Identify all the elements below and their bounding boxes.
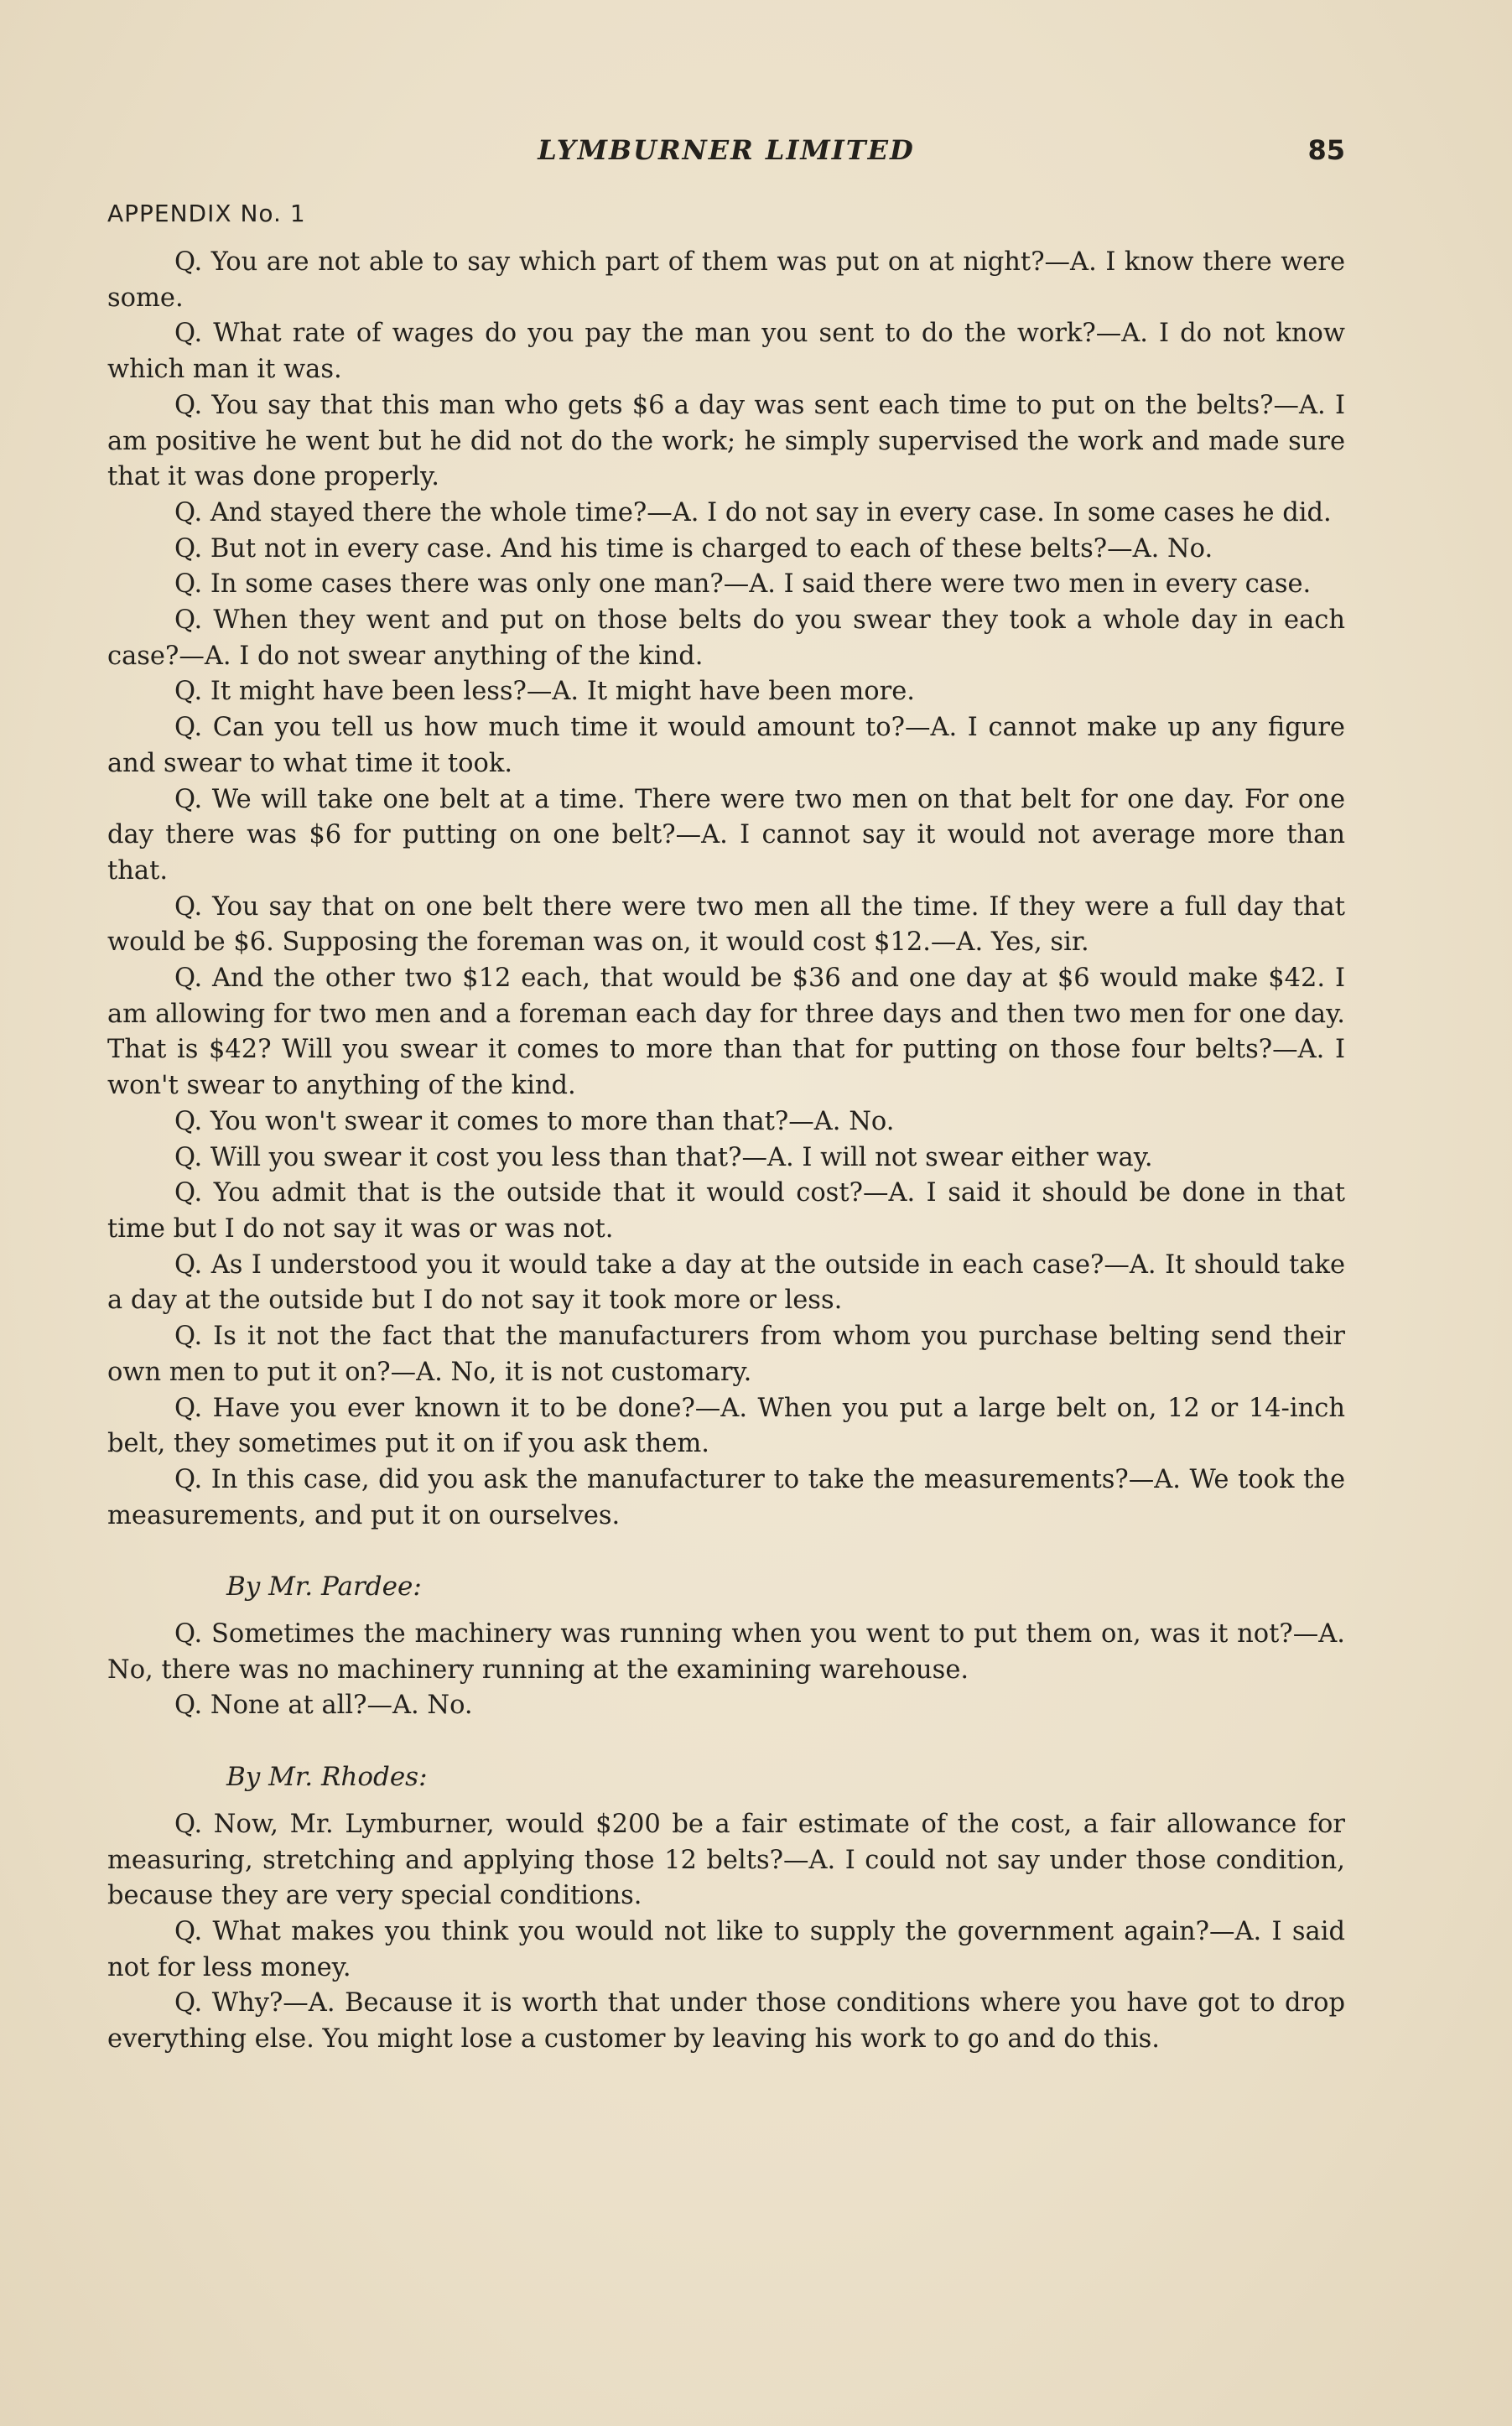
transcript-paragraph: Q. Why?—A. Because it is worth that under those conditions where you have got to drop everything else. You might lose a customer by leaving his work to go and do this. [107,1988,1345,2055]
transcript-paragraph: Q. We will take one belt at a time. There were two men on that belt for one day. For one day there was $6 for putting on one belt?—A. I cannot say it would not average more than that. [107,784,1345,886]
transcript-paragraph: Q. As I understood you it would take a day at the outside in each case?—A. It should take a day at the outside but I do not say it took more or less. [107,1249,1345,1316]
transcript-paragraph: Q. And stayed there the whole time?—A. I do not say in every case. In some cases he did. [174,497,1332,527]
transcript-paragraph: Q. You are not able to say which part of them was put on at night?—A. I know there were some. [107,247,1345,313]
transcript-paragraph: Q. What rate of wages do you pay the man you sent to do the work?—A. I do not know which man it was. [107,319,1345,385]
running-title: LYMBURNER LIMITED [538,134,915,166]
byline-pardee: By Mr. Pardee: [226,1571,422,1603]
transcript-paragraph: Q. You say that this man who gets $6 a day was sent each time to put on the belts?—A. I am positive he went but he did not do the work; he simply supervised the work and made sure that it was done properly. [107,390,1345,492]
transcript-paragraph: Q. Sometimes the machinery was running when you went to put them on, was it not?—A. No, there was no machinery running at the examining warehouse. [107,1619,1345,1685]
transcript-paragraph: Q. You admit that is the outside that it would cost?—A. I said it should be done in that time but I do not say it was or was not. [107,1178,1345,1244]
transcript-paragraph: Q. You say that on one belt there were two men all the time. If they were a full day that would be $6. Supposing the foreman was on, it would cost $12.—A. Yes, sir. [107,891,1345,958]
byline-rhodes: By Mr. Rhodes: [226,1762,428,1793]
transcript-body [107,245,1345,2058]
transcript-paragraph: Q. Will you swear it cost you less than that?—A. I will not swear either way. [174,1142,1153,1172]
transcript-paragraph: Q. None at all?—A. No. [174,1691,473,1721]
transcript-paragraph: Q. You won't swear it comes to more than that?—A. No. [174,1106,895,1136]
transcript-paragraph: Q. When they went and put on those belts do you swear they took a whole day in each case?—A. I do not swear anything of the kind. [107,605,1345,671]
transcript-paragraph: Q. In some cases there was only one man?—A. I said there were two men in every case. [174,569,1312,600]
page-header [107,134,1345,176]
transcript-paragraph: Q. Now, Mr. Lymburner, would $200 be a fair estimate of the cost, a fair allowance for measuring, stretching and applying those 12 belts?—A. I could not say under those condition, because they are very special conditions. [107,1809,1345,1911]
transcript-paragraph: Q. And the other two $12 each, that would be $36 and one day at $6 would make $42. I am allowing for two men and a foreman each day for three days and then two men for one day. That is $42? Will you swear it comes to more than that for putting on those four belts?—A. I won't swear to anything of the kind. [107,964,1345,1101]
transcript-paragraph: Q. In this case, did you ask the manufacturer to take the measurements?—A. We took the measurements, and put it on ourselves. [107,1464,1345,1530]
transcript-paragraph: Q. Have you ever known it to be done?—A. When you put a large belt on, 12 or 14-inch belt, they sometimes put it on if you ask them. [107,1393,1345,1459]
page-number: 85 [1307,134,1345,166]
transcript-paragraph: Q. But not in every case. And his time is charged to each of these belts?—A. No. [174,533,1213,564]
transcript-paragraph: Q. Is it not the fact that the manufacturers from whom you purchase belting send their own men to put it on?—A. No, it is not customary. [107,1322,1345,1387]
appendix-label: APPENDIX No. 1 [107,200,306,227]
transcript-paragraph: Q. It might have been less?—A. It might have been more. [174,677,915,707]
transcript-paragraph: Q. Can you tell us how much time it would amount to?—A. I cannot make up any figure and swear to what time it took. [107,713,1345,778]
transcript-paragraph: Q. What makes you think you would not like to supply the government again?—A. I said not for less money. [107,1916,1345,1982]
